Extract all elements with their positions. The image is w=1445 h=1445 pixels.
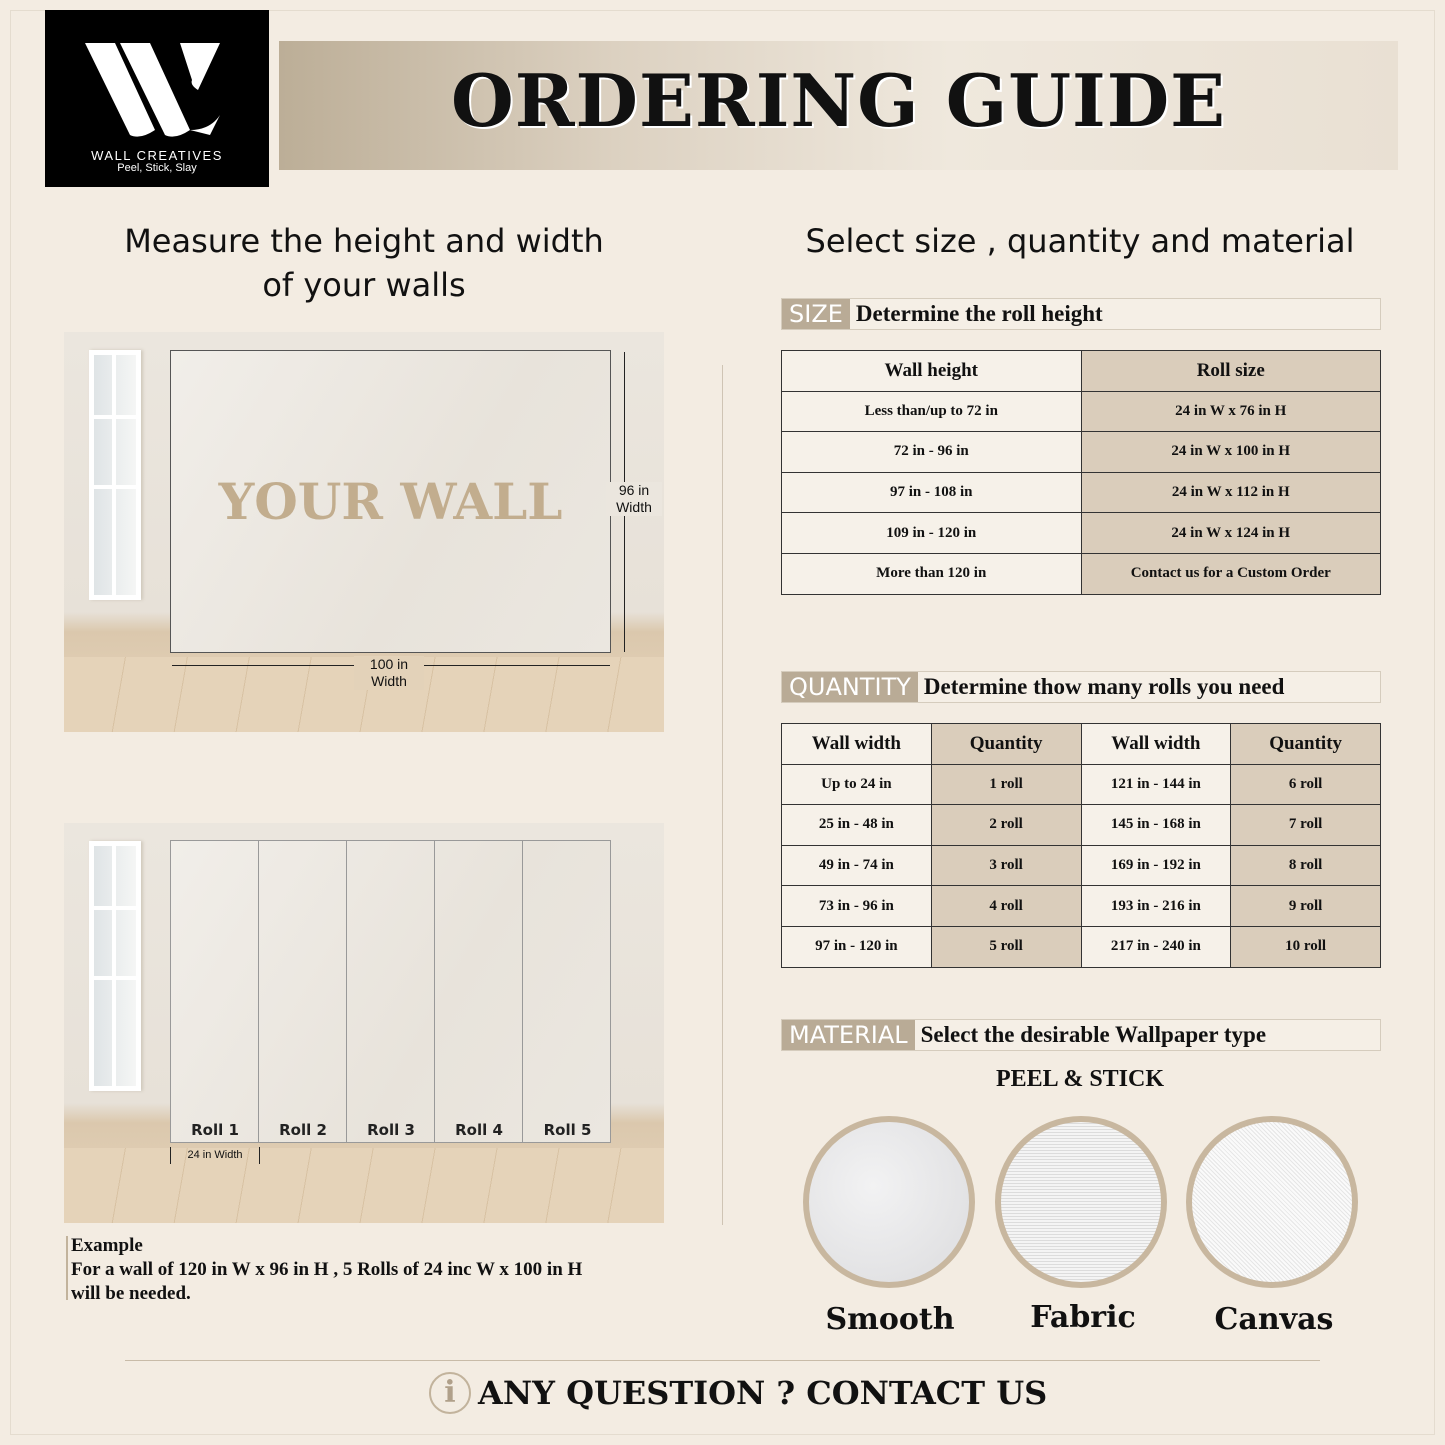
table-cell: 8 roll [1231, 845, 1381, 886]
table-cell: 121 in - 144 in [1081, 764, 1231, 805]
table-row [782, 886, 1381, 927]
table-cell: 3 roll [931, 845, 1081, 886]
contact-us-link[interactable]: ANY QUESTION ? CONTACT US [478, 1374, 1048, 1412]
fabric-label: Fabric [1030, 1300, 1136, 1335]
wall-measure-illustration [64, 332, 664, 732]
roll-label: Roll 4 [455, 1121, 503, 1139]
footer-divider [125, 1360, 1320, 1361]
size-section-text: Determine the roll height [855, 301, 1103, 326]
roll-label: Roll 3 [367, 1121, 415, 1139]
table-row: Less than/up to 72 in 24 in W x 76 in H [782, 391, 1381, 432]
material-section-header [781, 1019, 1381, 1051]
table-cell: 25 in - 48 in [782, 805, 932, 846]
table-cell: 6 roll [1231, 764, 1381, 805]
table-cell: 193 in - 216 in [1081, 886, 1231, 927]
your-wall-label: YOUR WALL [218, 472, 563, 531]
rolls-illustration [64, 823, 664, 1223]
table-cell: 145 in - 168 in [1081, 805, 1231, 846]
smooth-swatch[interactable] [803, 1116, 975, 1288]
size-tag: SIZE [782, 299, 850, 329]
table-row: 109 in - 120 in 24 in W x 124 in H [782, 513, 1381, 554]
material-tag: MATERIAL [782, 1020, 915, 1050]
brand-logo [45, 10, 269, 187]
quantity-table: Wall width Quantity Wall width Quantity Up to 24 in 1 roll 121 in - 144 in 6 roll 25 in - 48 in 2 roll 145 in - 168 in 7 roll 49 in - 74 in 3 roll 169 in - 192 in 8 roll 73 in - 96 in 4 roll 193 in - 216 in 9 roll 97 in - 120 in 5 roll 217 in - 240 in 10 roll [781, 723, 1381, 968]
left-heading-line2: of your walls [262, 266, 466, 304]
page-title: ORDERING GUIDE [450, 58, 1227, 143]
size-table: Wall height Roll size Less than/up to 72 in 24 in W x 76 in H 72 in - 96 in 24 in W x 100 in H 97 in - 108 in 24 in W x 112 in H 109 in - 120 in 24 in W x 124 in H More than 120 in Contact us for a Custom Order [781, 350, 1381, 595]
table-row: More than 120 in Contact us for a Custom Order [782, 553, 1381, 594]
table-cell: 10 roll [1231, 926, 1381, 967]
table-cell: 5 roll [931, 926, 1081, 967]
table-cell: 217 in - 240 in [1081, 926, 1231, 967]
table-row: 72 in - 96 in 24 in W x 100 in H [782, 432, 1381, 473]
roll-width-label: 24 in Width [170, 1147, 260, 1164]
brand-tagline: Peel, Stick, Slay [117, 162, 197, 174]
table-cell: 1 roll [931, 764, 1081, 805]
height-label: 96 in Width [606, 482, 662, 516]
quantity-section-text: Determine thow many rolls you need [923, 674, 1285, 699]
width-label: 100 in Width [354, 656, 424, 690]
table-cell: 9 roll [1231, 886, 1381, 927]
size-section-header [781, 298, 1381, 330]
table-cell: 169 in - 192 in [1081, 845, 1231, 886]
divider [722, 365, 723, 1225]
table-row [782, 764, 1381, 805]
table-cell: 73 in - 96 in [782, 886, 932, 927]
table-cell: Up to 24 in [782, 764, 932, 805]
roll-label: Roll 2 [279, 1121, 327, 1139]
table-cell: 7 roll [1231, 805, 1381, 846]
table-cell: 49 in - 74 in [782, 845, 932, 886]
table-cell: 2 roll [931, 805, 1081, 846]
table-row [782, 805, 1381, 846]
table-cell: 97 in - 120 in [782, 926, 932, 967]
quantity-section-header [781, 671, 1381, 703]
canvas-swatch[interactable] [1186, 1116, 1358, 1288]
roll-label: Roll 1 [191, 1121, 239, 1139]
info-icon: i [429, 1372, 471, 1414]
wc-logo-icon [80, 35, 235, 145]
table-cell: 4 roll [931, 886, 1081, 927]
peel-stick-label: PEEL & STICK [995, 1066, 1165, 1092]
smooth-label: Smooth [825, 1302, 955, 1337]
table-row: 97 in - 108 in 24 in W x 112 in H [782, 472, 1381, 513]
material-section-text: Select the desirable Wallpaper type [920, 1022, 1267, 1047]
example-note: Example For a wall of 120 in W x 96 in H , 5 Rolls of 24 inc W x 100 in H will be needed. [71, 1235, 583, 1304]
right-heading: Select size , quantity and material [805, 222, 1355, 260]
table-row [782, 926, 1381, 967]
table-row [782, 845, 1381, 886]
canvas-label: Canvas [1214, 1302, 1334, 1337]
quantity-tag: QUANTITY [782, 672, 918, 702]
roll-label: Roll 5 [543, 1121, 592, 1139]
brand-name: WALL CREATIVES [91, 148, 223, 163]
left-heading-line1: Measure the height and width [124, 222, 604, 260]
fabric-swatch[interactable] [995, 1116, 1167, 1288]
